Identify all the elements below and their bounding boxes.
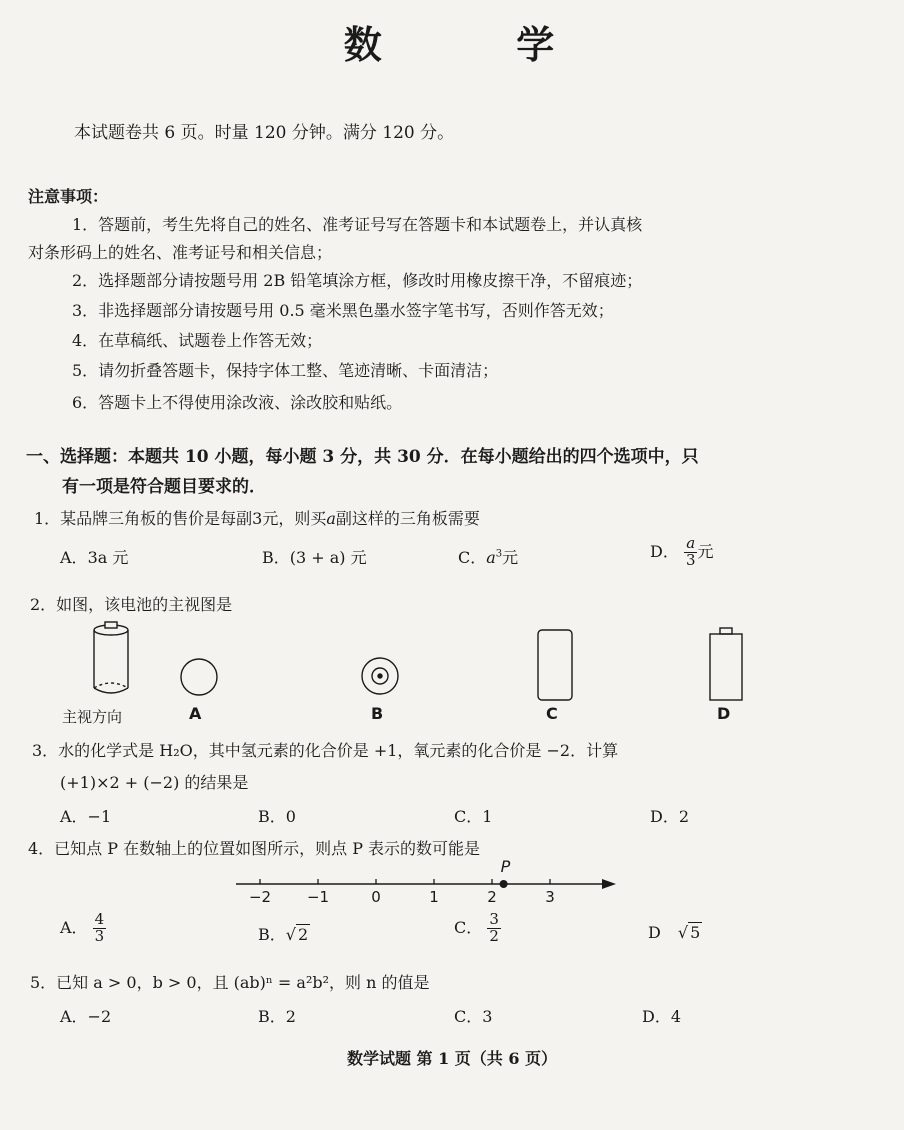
option-label: A． (60, 917, 88, 937)
notice-heading: 注意事项： (28, 187, 109, 206)
q5-option-d: D．4 (642, 1007, 682, 1026)
point-p-label: P (500, 857, 511, 876)
q5-option-c: C．3 (454, 1007, 493, 1026)
exam-intro: 本试题卷共 6 页。时量 120 分钟。满分 120 分。 (74, 123, 455, 143)
q3-option-a: A．−1 (60, 807, 112, 826)
q4-option-c (454, 912, 501, 945)
option-label: C． (458, 548, 487, 567)
fraction-denominator: 2 (489, 926, 499, 945)
direction-label: 主视方向 (62, 708, 123, 726)
axis-tick-label: −1 (306, 888, 330, 906)
question-3-stem-cont: (+1)×2 + (−2) 的结果是 (60, 773, 249, 792)
option-text: 3a 元 (87, 548, 129, 567)
option-label: B． (258, 925, 286, 944)
sqrt (678, 922, 702, 942)
q5-option-a: A．−2 (60, 1007, 112, 1026)
radical-sign: √ (677, 923, 689, 943)
option-a-label: A (189, 704, 202, 723)
radicand: 5 (690, 923, 701, 942)
option-label: C． (454, 917, 483, 937)
sqrt (286, 924, 310, 944)
notice-item: 1．答题前，考生先将自己的姓名、准考证号写在答题卡和本试题卷上，并认真核 (72, 215, 643, 234)
section-heading-cont: 有一项是符合题目要求的． (62, 477, 266, 497)
option-d-figure (710, 628, 742, 700)
option-c-figure (538, 630, 572, 700)
q1-stem-var: a (326, 509, 336, 528)
fraction-numerator: 4 (94, 910, 105, 928)
q4-option-a (60, 912, 106, 945)
axis-tick-label: 2 (487, 888, 497, 906)
q3-option-c: C．1 (454, 807, 493, 826)
q1-stem-post: 副这样的三角板需要 (335, 509, 480, 528)
fraction (487, 912, 501, 945)
axis-tick-label: 1 (429, 888, 439, 906)
option-d-label: D (717, 704, 731, 723)
option-label: D． (650, 541, 679, 561)
question-5-stem: 5．已知 a > 0，b > 0，且 (ab)ⁿ = a²b²，则 n 的值是 (30, 973, 430, 992)
fraction (93, 912, 107, 945)
option-base: a (486, 548, 496, 567)
q2-figure (0, 618, 904, 726)
question-3-stem: 3．水的化学式是 H₂O，其中氢元素的化合价是 +1，氧元素的化合价是 −2．计算 (32, 741, 619, 760)
q1-stem-pre: 1．某品牌三角板的售价是每副3元，则买 (34, 509, 327, 528)
option-label: B． (262, 548, 290, 567)
radical-sign: √ (285, 925, 296, 944)
notice-item: 3．非选择题部分请按题号用 0.5 毫米黑色墨水签字笔书写，否则作答无效； (72, 301, 614, 320)
option-unit: 元 (697, 541, 714, 561)
notice-item: 对条形码上的姓名、准考证号和相关信息； (28, 243, 333, 262)
axis-tick-label: −2 (248, 888, 272, 906)
question-4-stem: 4．已知点 P 在数轴上的位置如图所示，则点 P 表示的数可能是 (28, 839, 481, 858)
q1-option-c (458, 545, 518, 568)
option-label: A． (60, 548, 88, 567)
title-char-1: 数 (343, 22, 388, 67)
option-unit: 元 (502, 548, 519, 567)
fraction-numerator: a (686, 534, 696, 552)
notice-item: 4．在草稿纸、试题卷上作答无效； (72, 331, 323, 350)
option-exponent: 3 (495, 548, 503, 560)
fraction-denominator: 3 (685, 550, 696, 569)
question-2-stem: 2．如图，该电池的主视图是 (30, 595, 233, 614)
notice-item: 2．选择题部分请按题号用 2B 铅笔填涂方框，修改时用橡皮擦干净，不留痕迹； (72, 271, 643, 290)
q1-option-d (650, 536, 714, 569)
number-line (220, 856, 630, 908)
option-label: D (648, 923, 661, 943)
q1-option-b (262, 545, 367, 568)
q3-option-d: D．2 (650, 807, 690, 826)
title-char-2: 学 (516, 22, 561, 67)
radicand: 2 (297, 924, 309, 944)
option-c-label: C (546, 704, 558, 723)
option-b-label: B (371, 704, 384, 723)
q4-option-b (258, 922, 310, 945)
notice-item: 6．答题卡上不得使用涂改液、涂改胶和贴纸。 (72, 393, 403, 412)
page-title (0, 14, 904, 69)
axis-tick-label: 3 (545, 888, 555, 906)
q5-option-b: B．2 (258, 1007, 296, 1026)
option-text: (3 + a) 元 (289, 548, 367, 567)
q4-option-d (648, 922, 702, 942)
option-a-figure (181, 659, 217, 695)
option-b-figure (362, 658, 398, 694)
number-line-arrow (602, 879, 616, 889)
fraction-numerator: 3 (489, 910, 499, 928)
question-1-stem (34, 506, 480, 529)
fraction (684, 536, 698, 569)
q1-option-a (60, 545, 128, 568)
fraction-denominator: 3 (94, 926, 105, 945)
q3-option-b: B．0 (258, 807, 296, 826)
point-p (500, 880, 508, 888)
notice-item: 5．请勿折叠答题卡，保持字体工整、笔迹清晰、卡面清洁； (72, 361, 499, 380)
section-heading: 一、选择题：本题共 10 小题，每小题 3 分，共 30 分．在每小题给出的四个选项中，只 (26, 447, 699, 467)
axis-tick-label: 0 (371, 888, 381, 906)
battery-3d-figure (94, 622, 128, 693)
page-footer: 数学试题 第 1 页（共 6 页） (346, 1049, 558, 1068)
